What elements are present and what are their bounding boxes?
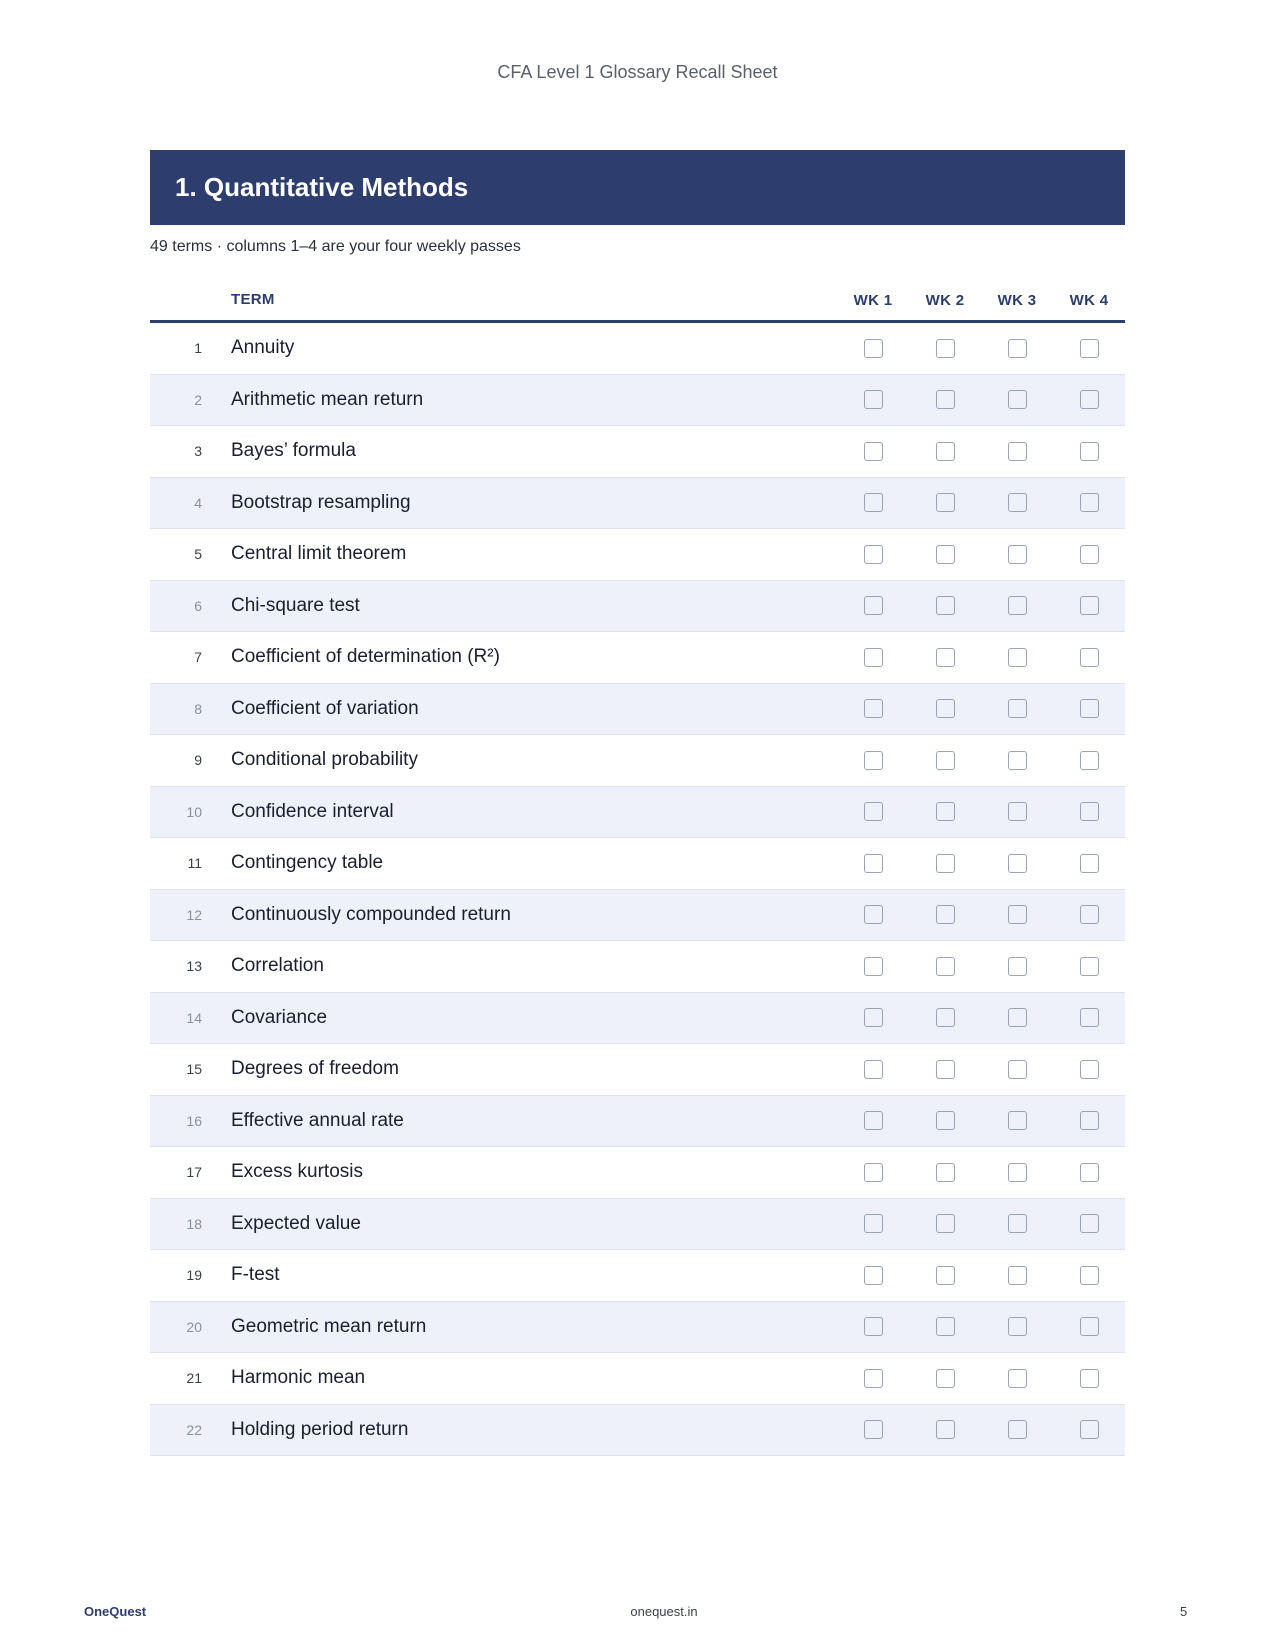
week-2-checkbox[interactable] [936, 339, 955, 358]
table-row [150, 838, 1125, 890]
footer-brand: OneQuest [84, 1604, 147, 1619]
week-4-checkbox[interactable] [1080, 699, 1099, 718]
row-term: Covariance [231, 1006, 328, 1028]
week-2-checkbox[interactable] [936, 1266, 955, 1285]
week-3-checkbox[interactable] [1008, 957, 1027, 976]
row-term: Degrees of freedom [231, 1058, 399, 1080]
week-1-checkbox[interactable] [864, 339, 883, 358]
week-2-cell [909, 957, 981, 976]
week-4-checkbox[interactable] [1080, 596, 1099, 615]
week-1-checkbox[interactable] [864, 1317, 883, 1336]
week-1-cell [837, 1214, 909, 1233]
week-4-checkbox[interactable] [1080, 751, 1099, 770]
week-4-cell [1053, 545, 1125, 564]
row-number: 3 [194, 443, 202, 460]
week-4-cell [1053, 390, 1125, 409]
week-4-cell [1053, 493, 1125, 512]
row-term: Conditional probability [231, 749, 418, 771]
week-4-checkbox[interactable] [1080, 442, 1099, 461]
week-4-checkbox[interactable] [1080, 957, 1099, 976]
week-1-cell [837, 957, 909, 976]
week-1-cell [837, 1369, 909, 1388]
week-1-checkbox[interactable] [864, 1420, 883, 1439]
week-1-checkbox[interactable] [864, 1214, 883, 1233]
week-1-checkbox[interactable] [864, 1266, 883, 1285]
table-row [150, 1199, 1125, 1251]
row-number: 13 [186, 958, 202, 975]
week-3-cell [981, 1163, 1053, 1182]
row-number: 20 [186, 1318, 202, 1335]
week-4-cell [1053, 1163, 1125, 1182]
week-3-cell [981, 1111, 1053, 1130]
table-row [150, 1096, 1125, 1148]
week-4-cell [1053, 648, 1125, 667]
week-3-checkbox[interactable] [1008, 1008, 1027, 1027]
week-3-checkbox[interactable] [1008, 751, 1027, 770]
table-row [150, 375, 1125, 427]
week-2-checkbox[interactable] [936, 493, 955, 512]
week-2-checkbox[interactable] [936, 1420, 955, 1439]
week-3-checkbox[interactable] [1008, 1214, 1027, 1233]
week-3-cell [981, 1369, 1053, 1388]
week-4-checkbox[interactable] [1080, 1317, 1099, 1336]
row-number: 7 [194, 649, 202, 666]
week-3-checkbox[interactable] [1008, 699, 1027, 718]
week-1-checkbox[interactable] [864, 596, 883, 615]
week-3-cell [981, 545, 1053, 564]
week-4-cell [1053, 1317, 1125, 1336]
table-row [150, 529, 1125, 581]
row-term: Correlation [231, 955, 324, 977]
week-1-cell [837, 648, 909, 667]
week-1-cell [837, 493, 909, 512]
week-3-cell [981, 751, 1053, 770]
week-4-checkbox[interactable] [1080, 1111, 1099, 1130]
week-2-cell [909, 545, 981, 564]
row-term: Expected value [231, 1212, 361, 1234]
week-1-cell [837, 545, 909, 564]
week-3-cell [981, 1317, 1053, 1336]
week-3-checkbox[interactable] [1008, 854, 1027, 873]
section-title: 1. Quantitative Methods [175, 172, 469, 202]
week-3-cell [981, 596, 1053, 615]
week-3-cell [981, 1060, 1053, 1079]
week-1-cell [837, 1008, 909, 1027]
row-term: Confidence interval [231, 800, 394, 822]
week-1-checkbox[interactable] [864, 493, 883, 512]
week-2-checkbox[interactable] [936, 854, 955, 873]
week-4-checkbox[interactable] [1080, 1420, 1099, 1439]
table-row [150, 632, 1125, 684]
table-row [150, 1302, 1125, 1354]
week-2-checkbox[interactable] [936, 1163, 955, 1182]
week-3-cell [981, 1420, 1053, 1439]
week-3-checkbox[interactable] [1008, 1317, 1027, 1336]
row-term: Central limit theorem [231, 543, 407, 565]
week-4-checkbox[interactable] [1080, 545, 1099, 564]
row-term: Bayes’ formula [231, 440, 356, 462]
week-4-checkbox[interactable] [1080, 1060, 1099, 1079]
week-1-cell [837, 339, 909, 358]
week-1-cell [837, 1163, 909, 1182]
table-row [150, 1250, 1125, 1302]
week-4-checkbox[interactable] [1080, 648, 1099, 667]
week-2-cell [909, 339, 981, 358]
week-1-cell [837, 596, 909, 615]
table-row [150, 890, 1125, 942]
week-1-checkbox[interactable] [864, 1060, 883, 1079]
week-3-checkbox[interactable] [1008, 545, 1027, 564]
week-4-checkbox[interactable] [1080, 802, 1099, 821]
week-4-checkbox[interactable] [1080, 493, 1099, 512]
week-2-cell [909, 1369, 981, 1388]
week-3-checkbox[interactable] [1008, 493, 1027, 512]
week-4-cell [1053, 339, 1125, 358]
section-subtitle: 49 terms · columns 1–4 are your four weekly passes [150, 238, 521, 255]
week-3-checkbox[interactable] [1008, 339, 1027, 358]
week-1-checkbox[interactable] [864, 1163, 883, 1182]
week-3-cell [981, 802, 1053, 821]
week-3-checkbox[interactable] [1008, 596, 1027, 615]
week-3-checkbox[interactable] [1008, 1111, 1027, 1130]
row-number: 19 [186, 1267, 202, 1284]
week-1-cell [837, 442, 909, 461]
week-3-checkbox[interactable] [1008, 442, 1027, 461]
week-1-checkbox[interactable] [864, 1111, 883, 1130]
header-week-2-label: WK 2 [925, 291, 965, 309]
row-number: 1 [194, 340, 202, 357]
week-2-checkbox[interactable] [936, 1214, 955, 1233]
row-number: 4 [194, 494, 202, 511]
header-week-4-column [1053, 292, 1125, 309]
week-4-cell [1053, 1420, 1125, 1439]
week-3-cell [981, 854, 1053, 873]
row-term: Arithmetic mean return [231, 388, 424, 410]
week-2-checkbox[interactable] [936, 802, 955, 821]
table-row [150, 323, 1125, 375]
week-4-checkbox[interactable] [1080, 1369, 1099, 1388]
week-4-checkbox[interactable] [1080, 1008, 1099, 1027]
week-4-cell [1053, 1266, 1125, 1285]
week-4-checkbox[interactable] [1080, 1266, 1099, 1285]
week-2-checkbox[interactable] [936, 545, 955, 564]
table-row [150, 581, 1125, 633]
week-1-checkbox[interactable] [864, 1369, 883, 1388]
table-row [150, 993, 1125, 1045]
row-number: 11 [187, 855, 202, 872]
week-1-checkbox[interactable] [864, 1008, 883, 1027]
week-1-cell [837, 854, 909, 873]
week-3-checkbox[interactable] [1008, 648, 1027, 667]
table-row [150, 684, 1125, 736]
week-2-cell [909, 648, 981, 667]
row-number: 8 [194, 700, 202, 717]
week-1-cell [837, 1317, 909, 1336]
week-2-cell [909, 699, 981, 718]
row-term: Continuously compounded return [231, 903, 511, 925]
week-3-cell [981, 442, 1053, 461]
table-row [150, 1353, 1125, 1405]
week-3-cell [981, 957, 1053, 976]
week-1-cell [837, 751, 909, 770]
row-number: 14 [186, 1009, 202, 1026]
week-3-checkbox[interactable] [1008, 1266, 1027, 1285]
week-2-checkbox[interactable] [936, 596, 955, 615]
week-2-checkbox[interactable] [936, 390, 955, 409]
week-3-cell [981, 648, 1053, 667]
row-term: Annuity [231, 337, 295, 359]
header-week-3-label: WK 3 [997, 291, 1037, 309]
header-term-column [202, 291, 837, 309]
week-2-cell [909, 854, 981, 873]
week-3-cell [981, 1214, 1053, 1233]
week-2-checkbox[interactable] [936, 1317, 955, 1336]
week-3-cell [981, 905, 1053, 924]
row-number: 5 [194, 546, 202, 563]
week-1-checkbox[interactable] [864, 751, 883, 770]
week-4-checkbox[interactable] [1080, 854, 1099, 873]
header-week-1-column [837, 292, 909, 309]
row-number: 17 [186, 1164, 202, 1181]
week-4-cell [1053, 596, 1125, 615]
week-2-checkbox[interactable] [936, 1008, 955, 1027]
table-row [150, 941, 1125, 993]
week-2-cell [909, 905, 981, 924]
table-row [150, 478, 1125, 530]
week-3-checkbox[interactable] [1008, 1369, 1027, 1388]
document-header-title: CFA Level 1 Glossary Recall Sheet [497, 62, 778, 82]
week-1-cell [837, 1420, 909, 1439]
week-3-checkbox[interactable] [1008, 802, 1027, 821]
week-4-checkbox[interactable] [1080, 1214, 1099, 1233]
week-4-cell [1053, 1214, 1125, 1233]
week-2-checkbox[interactable] [936, 1111, 955, 1130]
week-2-cell [909, 390, 981, 409]
week-3-checkbox[interactable] [1008, 1060, 1027, 1079]
week-2-checkbox[interactable] [936, 699, 955, 718]
row-term: Bootstrap resampling [231, 491, 411, 513]
footer-page-number: 5 [1180, 1604, 1188, 1619]
week-1-cell [837, 802, 909, 821]
table-row [150, 1044, 1125, 1096]
week-1-checkbox[interactable] [864, 545, 883, 564]
week-2-cell [909, 1008, 981, 1027]
week-2-cell [909, 1060, 981, 1079]
header-week-4-label: WK 4 [1069, 291, 1109, 309]
header-week-2-column [909, 292, 981, 309]
row-number: 6 [194, 597, 202, 614]
week-4-cell [1053, 442, 1125, 461]
row-number: 21 [186, 1370, 202, 1387]
header-week-3-column [981, 292, 1053, 309]
week-1-checkbox[interactable] [864, 442, 883, 461]
week-2-checkbox[interactable] [936, 905, 955, 924]
week-4-cell [1053, 854, 1125, 873]
table-row [150, 735, 1125, 787]
header-term-label: TERM [231, 291, 275, 308]
week-1-cell [837, 1111, 909, 1130]
week-4-cell [1053, 699, 1125, 718]
row-term: Excess kurtosis [231, 1161, 363, 1183]
row-number: 12 [186, 906, 202, 923]
week-4-cell [1053, 957, 1125, 976]
row-number: 10 [186, 803, 202, 820]
week-3-cell [981, 1266, 1053, 1285]
row-number: 18 [186, 1215, 202, 1232]
week-3-checkbox[interactable] [1008, 905, 1027, 924]
row-term: F-test [231, 1264, 280, 1286]
week-1-checkbox[interactable] [864, 854, 883, 873]
week-2-cell [909, 442, 981, 461]
section-banner [150, 150, 1125, 225]
week-4-cell [1053, 1369, 1125, 1388]
row-term: Contingency table [231, 852, 384, 874]
week-4-cell [1053, 1111, 1125, 1130]
table-header-row [150, 280, 1125, 323]
week-1-cell [837, 390, 909, 409]
week-2-cell [909, 1317, 981, 1336]
week-2-checkbox[interactable] [936, 442, 955, 461]
row-number: 15 [186, 1061, 202, 1078]
week-1-checkbox[interactable] [864, 390, 883, 409]
week-2-cell [909, 1214, 981, 1233]
row-term: Chi-square test [231, 594, 360, 616]
week-3-cell [981, 1008, 1053, 1027]
row-number: 16 [186, 1112, 202, 1129]
row-term: Holding period return [231, 1418, 409, 1440]
table-row [150, 1405, 1125, 1457]
terms-table [150, 280, 1125, 1456]
week-3-cell [981, 339, 1053, 358]
week-4-cell [1053, 1060, 1125, 1079]
week-4-checkbox[interactable] [1080, 1163, 1099, 1182]
row-number: 9 [194, 752, 202, 769]
week-3-checkbox[interactable] [1008, 390, 1027, 409]
week-3-cell [981, 699, 1053, 718]
week-1-cell [837, 905, 909, 924]
week-1-cell [837, 1060, 909, 1079]
week-4-cell [1053, 905, 1125, 924]
week-2-cell [909, 1420, 981, 1439]
week-2-cell [909, 493, 981, 512]
row-term: Harmonic mean [231, 1367, 366, 1389]
row-number: 22 [186, 1421, 202, 1438]
row-term: Coefficient of determination (R²) [231, 646, 500, 668]
week-3-checkbox[interactable] [1008, 1163, 1027, 1182]
week-4-cell [1053, 802, 1125, 821]
week-4-checkbox[interactable] [1080, 390, 1099, 409]
week-2-cell [909, 596, 981, 615]
week-2-cell [909, 1163, 981, 1182]
table-row [150, 426, 1125, 478]
week-1-checkbox[interactable] [864, 699, 883, 718]
row-number: 2 [194, 391, 202, 408]
week-4-checkbox[interactable] [1080, 339, 1099, 358]
week-3-cell [981, 493, 1053, 512]
week-3-checkbox[interactable] [1008, 1420, 1027, 1439]
week-1-checkbox[interactable] [864, 802, 883, 821]
week-1-cell [837, 1266, 909, 1285]
week-2-checkbox[interactable] [936, 648, 955, 667]
week-2-cell [909, 802, 981, 821]
table-row [150, 1147, 1125, 1199]
week-2-cell [909, 1266, 981, 1285]
footer-url: onequest.in [630, 1604, 698, 1619]
week-4-checkbox[interactable] [1080, 905, 1099, 924]
week-3-cell [981, 390, 1053, 409]
week-1-checkbox[interactable] [864, 905, 883, 924]
week-4-cell [1053, 751, 1125, 770]
week-2-cell [909, 751, 981, 770]
week-2-checkbox[interactable] [936, 1060, 955, 1079]
table-row [150, 787, 1125, 839]
row-term: Effective annual rate [231, 1109, 404, 1131]
week-2-checkbox[interactable] [936, 751, 955, 770]
table-body [150, 323, 1125, 1456]
header-week-1-label: WK 1 [853, 291, 893, 309]
week-1-checkbox[interactable] [864, 957, 883, 976]
week-2-checkbox[interactable] [936, 957, 955, 976]
week-4-cell [1053, 1008, 1125, 1027]
week-2-checkbox[interactable] [936, 1369, 955, 1388]
row-term: Geometric mean return [231, 1315, 427, 1337]
row-term: Coefficient of variation [231, 697, 419, 719]
week-1-cell [837, 699, 909, 718]
week-1-checkbox[interactable] [864, 648, 883, 667]
week-2-cell [909, 1111, 981, 1130]
